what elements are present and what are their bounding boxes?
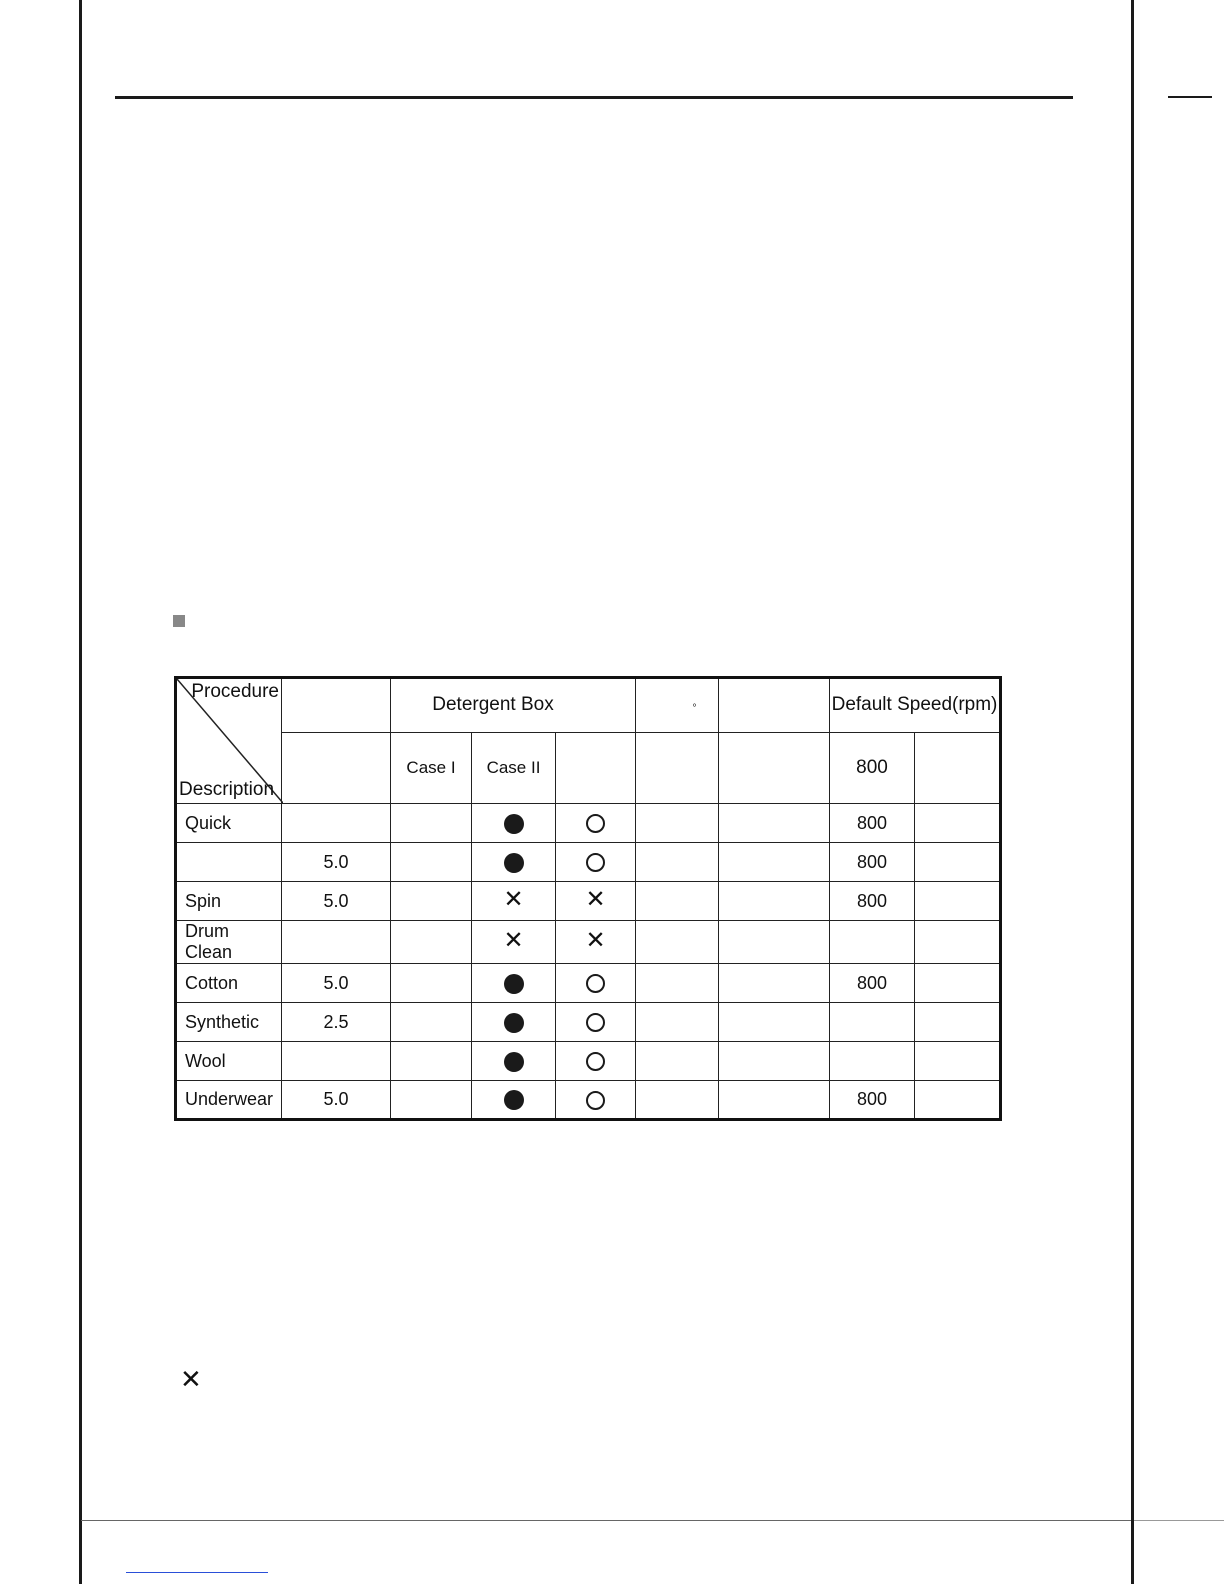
bottom-rule — [81, 1520, 1131, 1521]
default-speed-value: 800 — [856, 890, 888, 911]
default-speed-value: 800 — [856, 851, 888, 872]
empty-cell — [636, 882, 719, 921]
square-bullet-icon — [173, 615, 185, 627]
hollow-circle-icon — [586, 974, 605, 993]
empty-cell — [636, 843, 719, 882]
filled-circle-icon — [504, 1090, 524, 1110]
case-ii-header — [472, 732, 556, 803]
table-row — [176, 804, 1001, 843]
case-ii-cell — [472, 804, 556, 843]
case-ii-cell — [472, 1042, 556, 1081]
load-cell — [282, 843, 391, 882]
case-i-header — [391, 732, 472, 803]
table-row — [176, 1042, 1001, 1081]
load-value: 2.5 — [323, 1011, 349, 1032]
program-name: Quick — [185, 812, 232, 833]
option-cell — [556, 964, 636, 1003]
load-cell — [282, 1042, 391, 1081]
header-empty-cell — [282, 732, 391, 803]
cross-icon: ✕ — [503, 927, 524, 954]
case-i-cell — [391, 1042, 472, 1081]
empty-cell — [915, 843, 1001, 882]
degree-mark: ° — [692, 702, 697, 714]
speed-sub-header — [830, 732, 915, 803]
case-ii-cell — [472, 882, 556, 921]
case-i-cell — [391, 964, 472, 1003]
empty-cell — [636, 804, 719, 843]
default-speed-cell — [830, 921, 915, 964]
program-name: Synthetic — [185, 1011, 260, 1032]
load-value: 5.0 — [323, 1089, 349, 1109]
filled-circle-icon — [504, 1052, 524, 1072]
next-page-top-rule — [1168, 96, 1212, 98]
hollow-circle-icon — [586, 1013, 605, 1032]
default-speed-cell — [830, 804, 915, 843]
load-cell — [282, 804, 391, 843]
empty-cell — [915, 1081, 1001, 1120]
program-name-cell — [176, 843, 282, 882]
header-empty-cell — [719, 678, 830, 733]
procedure-label: Procedure — [191, 681, 279, 702]
default-speed-cell — [830, 1003, 915, 1042]
table-row — [176, 1003, 1001, 1042]
table-row — [176, 843, 1001, 882]
option-cell — [556, 804, 636, 843]
filled-circle-icon — [504, 814, 524, 834]
cross-icon: ✕ — [585, 886, 606, 913]
case-i-cell — [391, 921, 472, 964]
empty-cell — [636, 1081, 719, 1120]
hollow-circle-icon — [586, 1091, 605, 1110]
cross-icon: ✕ — [585, 927, 606, 954]
program-name-cell — [176, 882, 282, 921]
default-speed-header — [830, 678, 1001, 733]
case-i-cell — [391, 1081, 472, 1120]
table-row — [176, 921, 1001, 964]
detergent-box-header — [391, 678, 636, 733]
empty-cell — [719, 964, 830, 1003]
table-row — [176, 882, 1001, 921]
empty-cell — [636, 921, 719, 964]
right-border-line — [1131, 0, 1134, 1584]
hollow-circle-icon — [586, 853, 605, 872]
empty-cell — [719, 843, 830, 882]
option-cell — [556, 882, 636, 921]
program-name-cell — [176, 1042, 282, 1081]
default-speed-value: 800 — [856, 1089, 888, 1109]
case-ii-cell — [472, 964, 556, 1003]
description-label: Description — [179, 779, 275, 800]
hollow-circle-icon — [586, 1052, 605, 1071]
option-cell — [556, 1081, 636, 1120]
load-cell — [282, 882, 391, 921]
default-speed-cell — [830, 843, 915, 882]
filled-circle-icon — [504, 1013, 524, 1033]
empty-cell — [915, 804, 1001, 843]
default-speed-cell — [830, 1081, 915, 1120]
procedure-description-header — [176, 678, 282, 804]
case-i-label: Case I — [406, 757, 456, 777]
empty-cell — [719, 882, 830, 921]
default-speed-value: 800 — [856, 972, 888, 993]
option-cell — [556, 1042, 636, 1081]
default-speed-cell — [830, 1042, 915, 1081]
case-i-cell — [391, 843, 472, 882]
program-name-cell — [176, 1081, 282, 1120]
case-ii-cell — [472, 1081, 556, 1120]
header-empty-cell — [719, 732, 830, 803]
case-i-cell — [391, 804, 472, 843]
program-name: Cotton — [185, 972, 239, 993]
case-i-cell — [391, 882, 472, 921]
top-rule — [115, 96, 1073, 99]
legend-cross-symbol: ✕ — [180, 1364, 202, 1394]
program-name-cell — [176, 921, 282, 964]
program-table — [174, 676, 1002, 1121]
case-i-cell — [391, 1003, 472, 1042]
case-ii-cell — [472, 843, 556, 882]
program-rows — [176, 804, 1001, 1120]
footer-link-underline — [126, 1572, 268, 1573]
case-ii-cell — [472, 1003, 556, 1042]
load-value: 5.0 — [323, 972, 349, 993]
left-border-line — [79, 0, 82, 1584]
case-ii-label: Case II — [486, 757, 541, 777]
empty-cell — [719, 1003, 830, 1042]
empty-cell — [915, 964, 1001, 1003]
program-name-cell — [176, 804, 282, 843]
next-page-bottom-rule — [1134, 1520, 1224, 1521]
load-cell — [282, 921, 391, 964]
default-speed-cell — [830, 882, 915, 921]
program-name: Spin — [185, 890, 222, 911]
load-cell — [282, 964, 391, 1003]
option-cell — [556, 1003, 636, 1042]
header-empty-cell — [282, 678, 391, 733]
default-speed-label: Default Speed(rpm) — [831, 694, 998, 716]
filled-circle-icon — [504, 974, 524, 994]
degree-header — [636, 678, 719, 733]
load-value: 5.0 — [323, 851, 349, 872]
header-empty-cell — [556, 732, 636, 803]
hollow-circle-icon — [586, 814, 605, 833]
empty-cell — [636, 1042, 719, 1081]
empty-cell — [636, 964, 719, 1003]
load-cell — [282, 1081, 391, 1120]
table-row — [176, 964, 1001, 1003]
default-speed-value: 800 — [856, 812, 888, 833]
header-empty-cell — [915, 732, 1001, 803]
empty-cell — [915, 921, 1001, 964]
filled-circle-icon — [504, 853, 524, 873]
case-ii-cell — [472, 921, 556, 964]
option-cell — [556, 921, 636, 964]
program-name-cell — [176, 1003, 282, 1042]
empty-cell — [915, 1003, 1001, 1042]
header-empty-cell — [636, 732, 719, 803]
cross-icon: ✕ — [503, 886, 524, 913]
table-row — [176, 1081, 1001, 1120]
empty-cell — [636, 1003, 719, 1042]
default-speed-cell — [830, 964, 915, 1003]
cross-icon — [180, 1366, 202, 1392]
load-cell — [282, 1003, 391, 1042]
empty-cell — [915, 882, 1001, 921]
empty-cell — [719, 1042, 830, 1081]
empty-cell — [719, 804, 830, 843]
speed-sub-label: 800 — [856, 756, 888, 778]
program-name: Wool — [185, 1050, 226, 1071]
detergent-box-label: Detergent Box — [432, 694, 554, 716]
program-name-cell — [176, 964, 282, 1003]
program-name: Drum Clean — [185, 921, 233, 962]
empty-cell — [915, 1042, 1001, 1081]
empty-cell — [719, 921, 830, 964]
load-value: 5.0 — [323, 890, 349, 911]
option-cell — [556, 843, 636, 882]
program-name: Underwear — [185, 1089, 274, 1109]
empty-cell — [719, 1081, 830, 1120]
